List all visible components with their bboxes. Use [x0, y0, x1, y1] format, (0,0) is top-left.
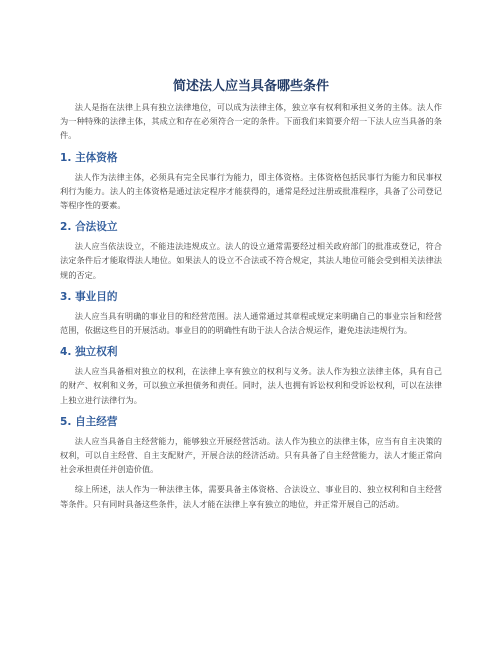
section-heading-subject-qualification: 1. 主体资格	[60, 151, 118, 164]
section-body-business-purpose: 法人应当具有明确的事业目的和经营范围。法人通常通过其章程或规定来明确自己的事业宗旨和经营范围，依据这些目的开展活动。事业目的的明确性有助于法人合法合规运作，避免违法违规行为。	[60, 310, 442, 336]
section-heading-legal-establishment: 2. 合法设立	[60, 221, 118, 234]
document-title: 简述法人应当具备哪些条件	[172, 79, 329, 94]
section-body-legal-establishment: 法人应当依法设立，不能违法违规成立。法人的设立通常需要经过相关政府部门的批准或登记，符合法定条件后才能取得法人地位。如果法人的设立不合法或不符合规定，其法人地位可能会受到相关法律法规的否定。	[60, 241, 442, 280]
conclusion-paragraph: 综上所述，法人作为一种法律主体，需要具备主体资格、合法设立、事业目的、独立权利和自主经营等条件。只有同时具备这些条件，法人才能在法律上享有独立的地位，并正常开展自己的活动。	[60, 484, 442, 509]
document-content	[60, 78, 442, 511]
section-body-autonomous-operation: 法人应当具备自主经营能力，能够独立开展经营活动。法人作为独立的法律主体，应当有自主决策的权利，可以自主经营、自主支配财产，开展合法的经济活动。只有具备了自主经营能力，法人才能正常向社会承担责任并创造价值。	[60, 435, 442, 475]
section-body-subject-qualification: 法人作为法律主体，必须具有完全民事行为能力，即主体资格。主体资格包括民事行为能力和民事权利行为能力。法人的主体资格是通过法定程序才能获得的，通常是经过注册或批准程序，具备了公司登记等程序性的要素。	[60, 171, 442, 211]
intro-paragraph: 法人是指在法律上具有独立法律地位，可以成为法律主体，独立享有权利和承担义务的主体。法人作为一种特殊的法律主体，其成立和存在必须符合一定的条件。下面我们来简要介绍一下法人应当具备的条件。	[60, 102, 442, 141]
section-heading-independent-rights: 4. 独立权利	[60, 346, 118, 359]
section-heading-business-purpose: 3. 事业目的	[60, 290, 118, 303]
section-body-independent-rights: 法人应当具备相对独立的权利，在法律上享有独立的权利与义务。法人作为独立法律主体，具有自己的财产、权利和义务，可以独立承担债务和责任。同时，法人也拥有诉讼权利和受诉讼权利，可以在法律上独立进行法律行为。	[60, 366, 442, 405]
section-heading-autonomous-operation: 5. 自主经营	[60, 415, 118, 428]
